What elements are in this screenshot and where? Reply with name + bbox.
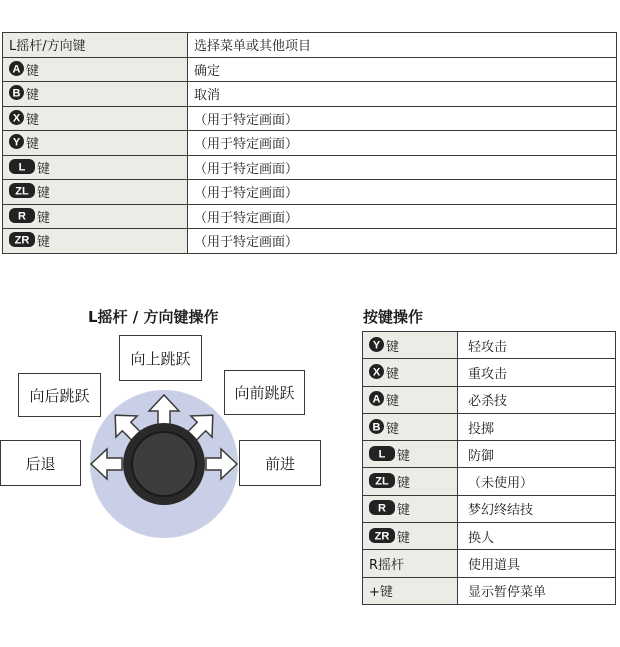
zl-button-icon [369,473,395,488]
controls-action-label: （用于特定画面） [194,137,299,153]
x-button-icon [369,364,384,379]
controls-action-label: 确定 [194,63,221,79]
button-action-key-label: 键 [386,394,400,410]
svg-text:R: R [378,502,386,515]
button-action-key-cell [363,359,458,386]
forward-label: 前进 [264,454,295,473]
svg-text:Y: Y [12,136,21,149]
controls-action-label: （用于特定画面） [194,210,299,226]
svg-text:A: A [12,63,21,76]
svg-text:X: X [372,366,381,379]
button-action-key-label: 键 [397,476,411,492]
button-action-key-cell [363,413,458,440]
button-action-action-label: 防御 [468,448,495,464]
back-label: 后退 [25,454,56,473]
button-action-key-cell [363,577,458,604]
forward-jump-label: 向前跳跃 [234,384,295,402]
button-action-row [363,495,616,522]
button-action-action-label: 使用道具 [468,558,521,574]
button-action-key-cell [363,523,458,550]
controls-key-label: 键 [37,161,51,177]
up-jump-box [119,335,202,381]
controls-action-label: （用于特定画面） [194,186,299,202]
svg-text:ZL: ZL [15,185,29,198]
controls-action-label: 取消 [194,88,221,104]
controls-key-label: 键 [26,137,40,153]
l-button-icon [369,446,395,461]
button-action-action-label: 显示暂停菜单 [468,585,547,601]
button-action-action-label: 轻攻击 [468,339,508,355]
button-action-key-cell [363,550,458,577]
forward-box [239,440,321,486]
button-action-row [363,550,616,577]
button-action-action-cell [458,359,616,386]
controls-key-label: 键 [26,112,40,128]
svg-text:ZR: ZR [374,530,390,543]
controls-action-label: （用于特定画面） [194,235,299,251]
button-action-key-label: 键 [397,503,411,519]
button-action-key-cell [363,386,458,413]
button-action-action-label: 投掷 [468,421,495,437]
button-action-key-label: 键 [397,448,411,464]
button-actions-table [362,331,616,605]
button-action-row [363,523,616,550]
controls-key-label: 键 [37,235,51,251]
button-action-action-cell [458,441,616,468]
svg-text:R: R [18,210,26,223]
button-action-action-cell [458,332,616,359]
button-section-title: 按键操作 [363,308,424,326]
button-actions-table-body [363,332,616,605]
button-action-action-cell [458,550,616,577]
button-action-action-cell [458,468,616,495]
controls-key-label: 键 [26,88,40,104]
button-action-row [363,332,616,359]
controls-action-label: （用于特定画面） [194,112,299,128]
controls-key-label: L摇杆/方向键 [9,39,86,55]
y-button-icon [369,337,384,352]
button-action-action-cell [458,577,616,604]
button-action-key-label: 键 [386,366,400,382]
button-action-action-label: 重攻击 [468,366,508,382]
back-jump-label: 向后跳跃 [29,386,90,405]
button-action-action-label: 必杀技 [468,394,508,410]
controls-key-label: 键 [26,63,40,79]
controls-key-label: 键 [37,186,51,202]
back-jump-box [18,373,101,417]
button-action-action-cell [458,386,616,413]
svg-text:ZL: ZL [375,475,389,488]
button-action-action-label: （未使用） [468,476,534,492]
zr-button-icon [369,528,395,543]
svg-text:ZR: ZR [14,234,30,247]
button-action-key-label: 键 [397,530,411,546]
button-action-key-label: R摇杆 [369,558,405,574]
button-action-row [363,386,616,413]
button-action-action-label: 梦幻终结技 [468,503,534,519]
svg-text:Y: Y [372,339,381,352]
button-action-key-cell [363,332,458,359]
a-button-icon [369,391,384,406]
button-action-key-cell [363,468,458,495]
button-action-row [363,359,616,386]
button-action-row [363,468,616,495]
svg-text:A: A [372,393,381,406]
forward-jump-box [224,370,305,415]
button-action-key-cell [363,495,458,522]
button-action-action-cell [458,495,616,522]
button-action-action-cell [458,523,616,550]
svg-text:B: B [12,87,21,100]
b-button-icon [369,419,384,434]
up-jump-label: 向上跳跃 [130,349,191,368]
button-action-row [363,441,616,468]
button-action-action-label: 换人 [468,530,495,546]
button-action-key-cell [363,441,458,468]
r-button-icon [369,500,395,515]
button-action-row [363,413,616,440]
stick-section-title: L摇杆 / 方向键操作 [88,308,219,326]
back-box [0,440,81,486]
stick-knob [132,432,196,496]
svg-text:L: L [18,161,26,174]
button-action-key-label: 键 [386,339,400,355]
svg-text:B: B [372,421,381,434]
controls-action-label: 选择菜单或其他项目 [194,39,312,55]
svg-text:X: X [12,112,21,125]
button-action-action-cell [458,413,616,440]
button-action-key-label: +键 [369,585,393,601]
button-action-row [363,577,616,604]
button-action-key-label: 键 [386,421,400,437]
controls-action-label: （用于特定画面） [194,161,299,177]
svg-text:L: L [378,448,386,461]
controls-key-label: 键 [37,210,51,226]
